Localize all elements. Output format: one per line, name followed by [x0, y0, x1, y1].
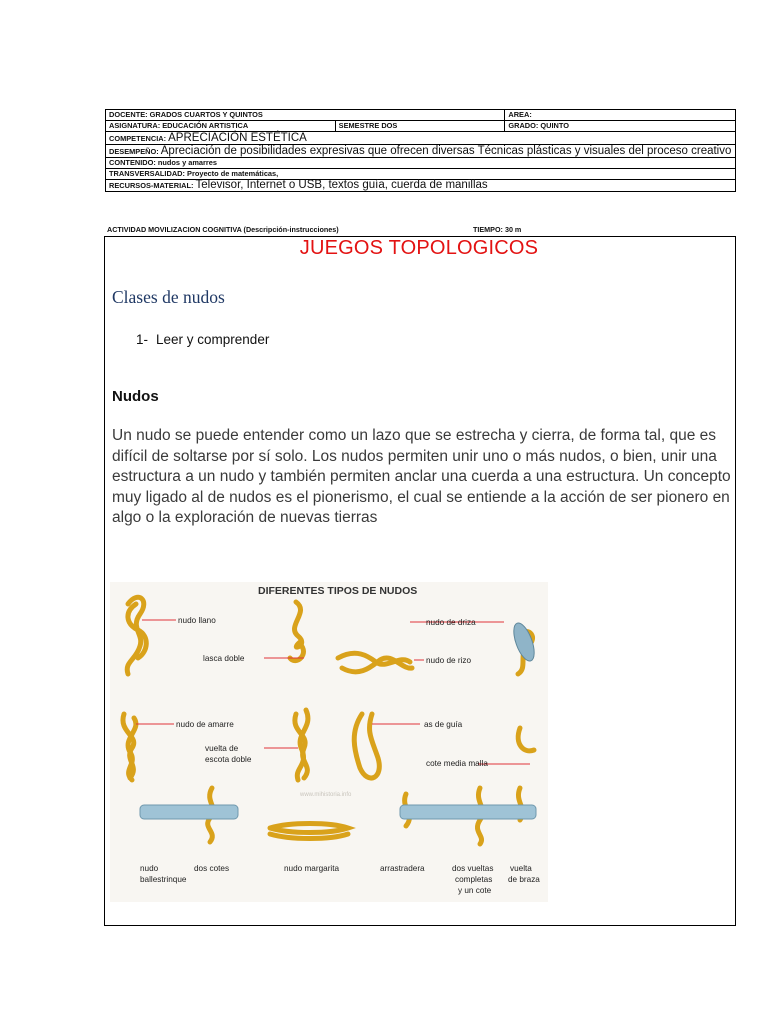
label-lasca-doble: lasca doble: [203, 654, 245, 663]
docente-cell: DOCENTE: GRADOS CUARTOS Y QUINTOS: [106, 110, 505, 121]
area-cell: AREA:: [505, 110, 736, 121]
section-subtitle: Clases de nudos: [112, 287, 225, 307]
label-nudo-de-amarre: nudo de amarre: [176, 720, 234, 729]
asignatura-cell: ASIGNATURA: EDUCACIÓN ARTISTICA: [106, 121, 336, 132]
semestre-cell: SEMESTRE DOS: [335, 121, 505, 132]
contenido-row: CONTENIDO: nudos y amarres: [106, 158, 736, 169]
label-cote-media-malla: cote media malla: [426, 759, 488, 768]
recursos-value: Televisor, Internet o USB, textos guía, cuerda de manillas: [195, 179, 488, 191]
figure-title: DIFERENTES TIPOS DE NUDOS: [258, 585, 418, 597]
body-paragraph: Un nudo se puede entender como un lazo que se estrecha y cierra, de forma tal, que es difícil de soltarse por sí solo. Los nudos permiten unir uno o más nudos, o bien, unir una estructura a un nudo y también permiten anclar una cuerda a una estructura. Un concepto muy ligado al de nudos es el pionerismo, el cual se entiende a la acción de ser pionero en algo o la exploración de nuevas tierras: [112, 427, 731, 526]
label-as-de-guia: as de guía: [424, 720, 463, 729]
transversalidad-row: TRANSVERSALIDAD: Proyecto de matemáticas,: [106, 169, 736, 180]
desempeno-row: [106, 145, 736, 158]
label-nudo-de-driza: nudo de driza: [426, 618, 476, 627]
label-de-braza: de braza: [508, 875, 540, 884]
label-dos-cotes: dos cotes: [194, 864, 230, 873]
label-completas: completas: [455, 875, 493, 884]
label-vuelta-de: vuelta de: [205, 744, 239, 753]
knots-drawing: [110, 582, 548, 902]
recursos-label: RECURSOS-MATERIAL:: [109, 181, 194, 190]
competencia-row: [106, 132, 736, 145]
label-escota-doble: escota doble: [205, 755, 252, 764]
label-nudo-de-rizo: nudo de rizo: [426, 656, 472, 665]
competencia-value: APRECIACIÓN ESTÉTICA: [168, 132, 307, 144]
label-dos-vueltas: dos vueltas: [452, 864, 494, 873]
label-vuelta: vuelta: [510, 864, 532, 873]
competencia-label: COMPETENCIA:: [109, 134, 167, 143]
knots-illustration: [110, 582, 548, 902]
step-text: Leer y comprender: [156, 332, 270, 347]
grado-cell: GRADO: QUINTO: [505, 121, 736, 132]
label-ballestrinque: ballestrinque: [140, 875, 187, 884]
desempeno-label: DESEMPEÑO:: [109, 147, 159, 156]
header-table: [105, 109, 736, 192]
page-title: JUEGOS TOPOLOGICOS: [299, 237, 539, 259]
label-arrastradera: arrastradera: [380, 864, 425, 873]
figure-watermark: www.mihistoria.info: [300, 792, 352, 798]
activity-tiempo: TIEMPO: 30 m: [473, 225, 522, 234]
label-nudo-llano: nudo llano: [178, 616, 216, 625]
recursos-row: [106, 180, 736, 192]
step-number: 1-: [136, 332, 149, 347]
label-nudo: nudo: [140, 864, 159, 873]
activity-label: ACTIVIDAD MOVILIZACION COGNITIVA (Descripción-instrucciones): [107, 225, 339, 234]
desempeno-value: Apreciación de posibilidades expresivas que ofrecen diversas Técnicas plásticas y visuales del proceso creativo: [160, 145, 732, 157]
label-y-un-cote: y un cote: [458, 886, 492, 895]
label-nudo-margarita: nudo margarita: [284, 864, 340, 873]
instruction-step: [136, 332, 269, 347]
activity-line: [107, 225, 522, 234]
section-heading: Nudos: [112, 388, 159, 405]
